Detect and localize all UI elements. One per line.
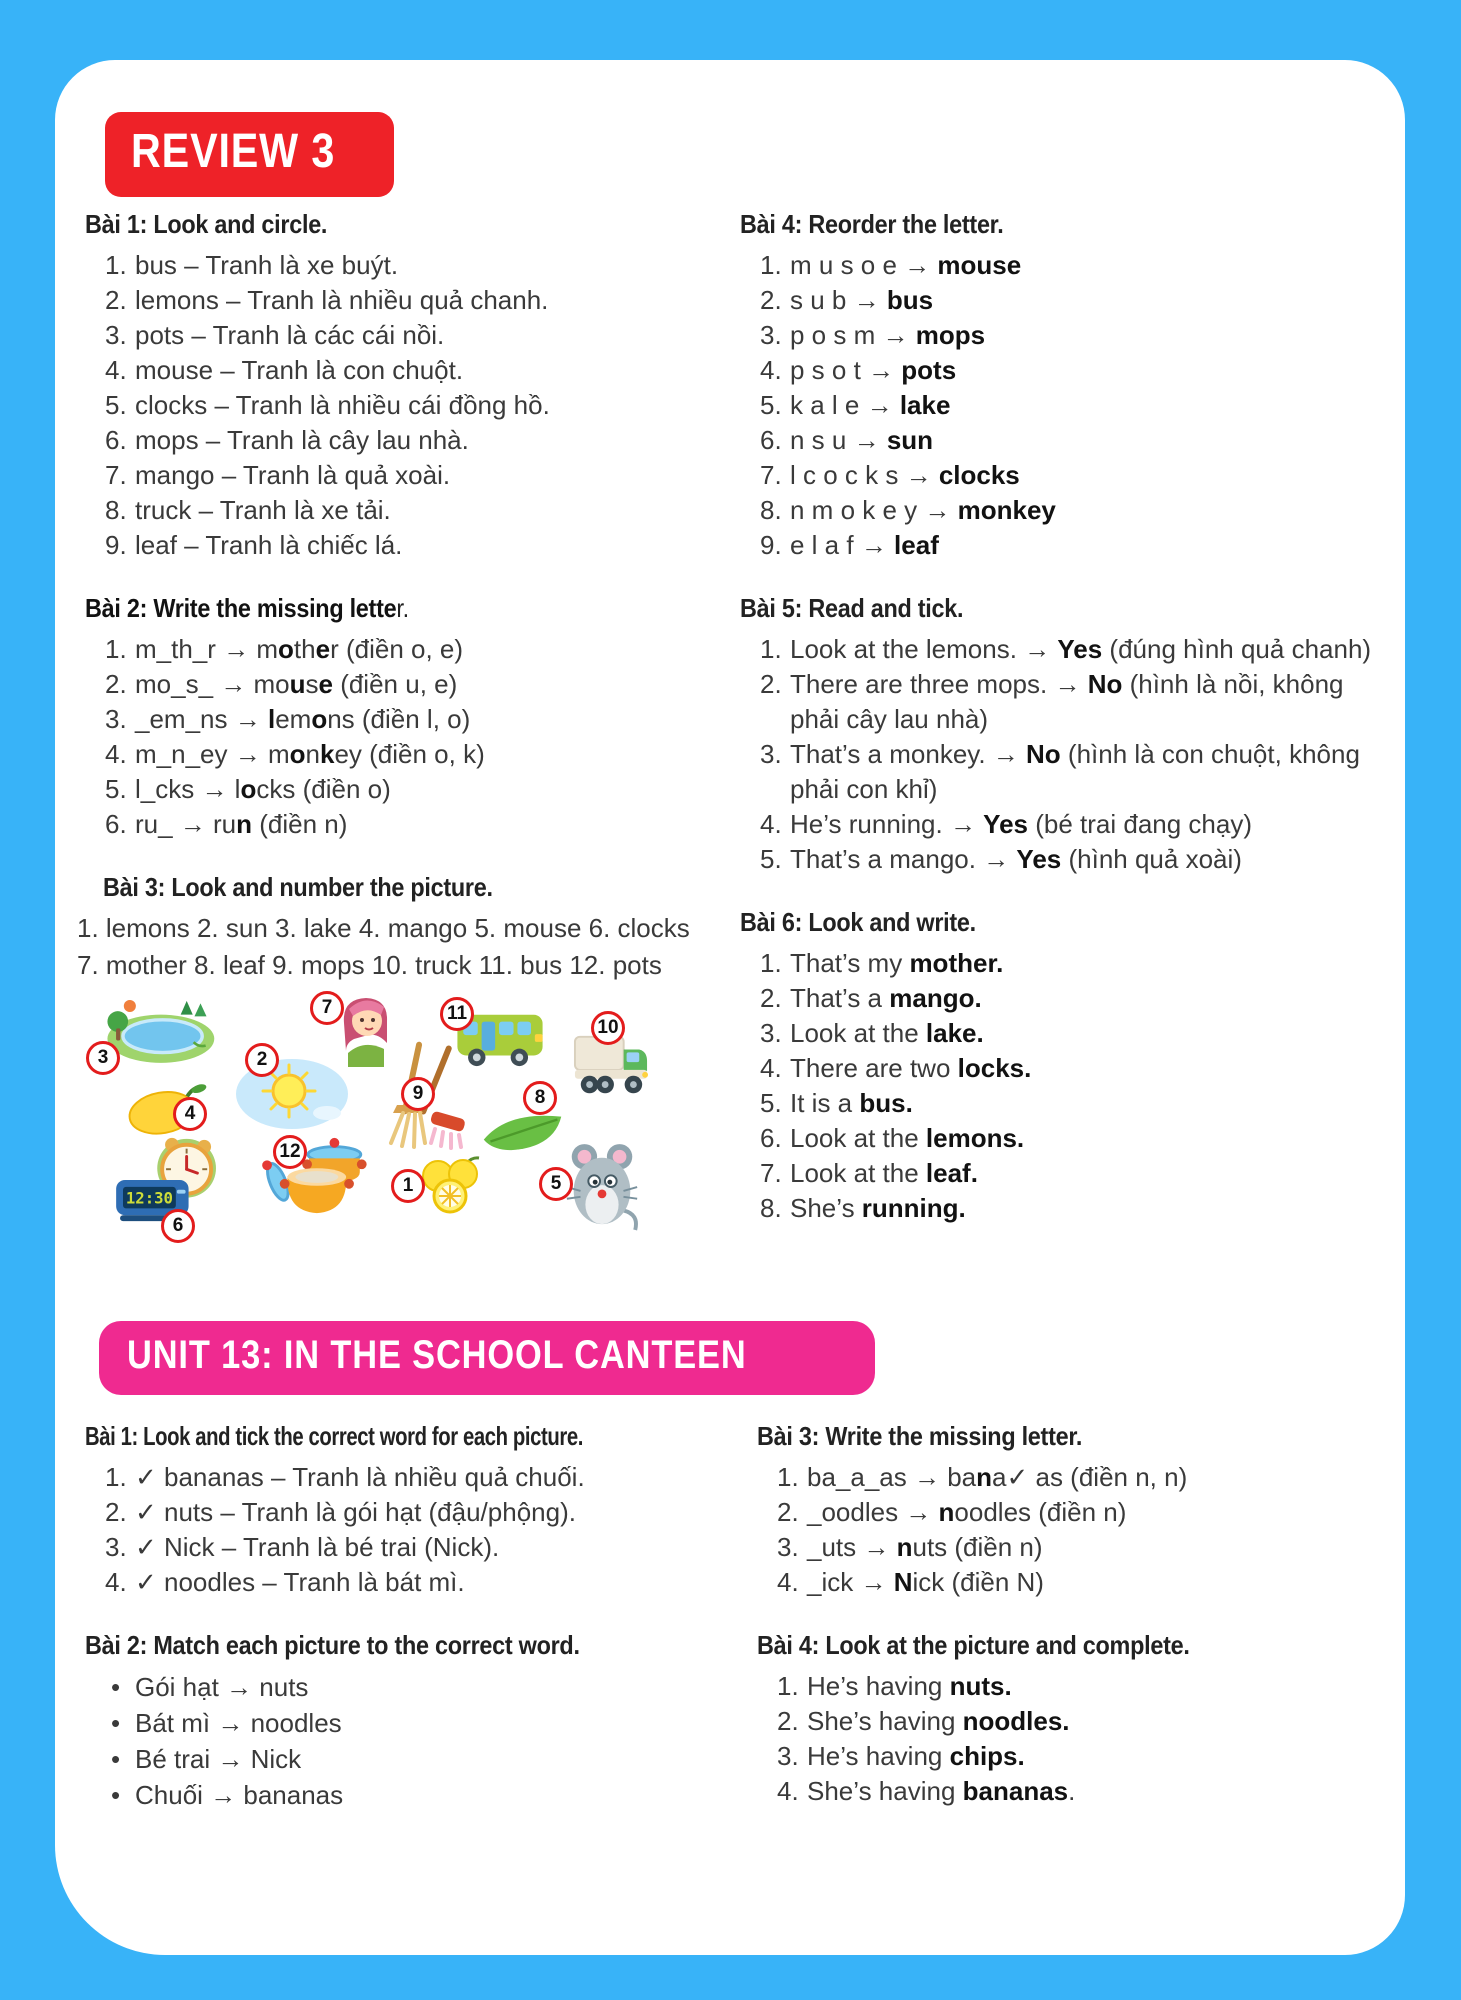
picture-lemons-icon xyxy=(402,1155,485,1217)
bai3-word-list-line2: 7. mother 8. leaf 9. mops 10. truck 11. bus 12. pots xyxy=(77,949,662,980)
list-item: k a l e → lake xyxy=(790,389,951,420)
list-item: m_th_r → mother (điền o, e) xyxy=(135,633,464,664)
list-item: m_n_ey → monkey (điền o, k) xyxy=(135,738,485,769)
svg-text:12:30: 12:30 xyxy=(125,1188,173,1208)
unit13-bai1-title: Bài 1: Look and tick the correct word for each picture. xyxy=(85,1420,584,1451)
unit13-bai2-title: Bài 2: Match each picture to the correct word. xyxy=(85,1629,580,1660)
list-item: s u b → bus xyxy=(790,284,934,315)
list-item: He’s having chips. xyxy=(807,1740,1025,1771)
picture-truck-icon xyxy=(573,1016,649,1101)
bai3-picture-collage xyxy=(79,993,669,1251)
unit-13-badge-label: UNIT 13: IN THE SCHOOL CANTEEN xyxy=(127,1332,747,1377)
unit13-bai1-section xyxy=(85,1421,740,1600)
unit13-bai2-section xyxy=(85,1630,740,1813)
unit13-bai4-list xyxy=(757,1669,1377,1809)
list-item: Look at the lemons. → Yes (đúng hình quả chanh) xyxy=(790,633,1372,664)
review-bai5-title: Bài 5: Read and tick. xyxy=(740,592,964,623)
picture-number-badge: 7 xyxy=(310,991,344,1025)
review-bai5-list xyxy=(740,632,1380,877)
picture-number-badge: 4 xyxy=(173,1097,207,1131)
list-item: n s u → sun xyxy=(790,424,934,455)
picture-pots-icon xyxy=(253,1135,368,1217)
unit13-left-column xyxy=(85,1409,740,1813)
review-right-column xyxy=(740,197,1380,1226)
review-3-badge xyxy=(105,112,394,197)
list-item: • Bé trai → Nick xyxy=(111,1741,740,1777)
list-item: l c o c k s → clocks xyxy=(790,459,1020,490)
review-bai3-title: Bài 3: Look and number the picture. xyxy=(103,871,493,902)
list-item: p o s m → mops xyxy=(790,319,986,350)
list-item: p s o t → pots xyxy=(790,354,957,385)
unit13-bai3-title: Bài 3: Write the missing letter. xyxy=(757,1420,1083,1451)
list-item: ru_ → run (điền n) xyxy=(135,808,348,839)
picture-clocks-icon xyxy=(115,1133,223,1236)
unit13-bai3-section xyxy=(757,1421,1377,1600)
list-item: Look at the lake. xyxy=(790,1017,984,1048)
list-item: e l a f → leaf xyxy=(790,529,939,560)
list-item: That’s a mango. xyxy=(790,982,982,1013)
review-bai6-title: Bài 6: Look and write. xyxy=(740,906,976,937)
picture-number-badge: 2 xyxy=(245,1043,279,1077)
list-item: ba_a_as → bana✓ as (điền n, n) xyxy=(807,1461,1188,1492)
unit13-columns xyxy=(85,1409,1375,1813)
review-bai4-title: Bài 4: Reorder the letter. xyxy=(740,208,1004,239)
list-item: _uts → nuts (điền n) xyxy=(807,1531,1043,1562)
review-bai5-section xyxy=(740,593,1380,877)
picture-number-badge: 6 xyxy=(161,1209,195,1243)
list-item: She’s having noodles. xyxy=(807,1705,1070,1736)
worksheet-card xyxy=(55,60,1405,1955)
unit13-bai4-section xyxy=(757,1630,1377,1809)
list-item: mango – Tranh là quả xoài. xyxy=(135,459,451,490)
list-item: clocks – Tranh là nhiều cái đồng hồ. xyxy=(135,389,550,420)
list-item: pots – Tranh là các cái nồi. xyxy=(135,319,445,350)
list-item: mops – Tranh là cây lau nhà. xyxy=(135,424,469,455)
unit13-bai1-list xyxy=(85,1460,740,1600)
list-item: bus – Tranh là xe buýt. xyxy=(135,249,399,280)
picture-number-badge: 10 xyxy=(591,1011,625,1045)
list-item: She’s running. xyxy=(790,1192,966,1223)
list-item: _ick → Nick (điền N) xyxy=(807,1566,1044,1597)
list-item: • Gói hạt → nuts xyxy=(111,1669,740,1705)
review-bai6-section xyxy=(740,907,1380,1226)
review-3-badge-label: REVIEW 3 xyxy=(131,125,336,178)
review-bai1-title: Bài 1: Look and circle. xyxy=(85,208,328,239)
picture-number-badge: 1 xyxy=(391,1169,425,1203)
list-item: n m o k e y → monkey xyxy=(790,494,1056,525)
picture-mops-icon xyxy=(369,1041,469,1155)
unit13-bai2-list xyxy=(85,1669,740,1813)
list-item: He’s having nuts. xyxy=(807,1670,1012,1701)
review-bai2-title: Bài 2: Write the missing letter. xyxy=(85,592,409,623)
list-item: • Bát mì → noodles xyxy=(111,1705,740,1741)
picture-number-badge: 3 xyxy=(86,1041,120,1075)
review-bai1-section xyxy=(85,209,725,563)
list-item: • Chuối → bananas xyxy=(111,1777,740,1813)
list-item: mo_s_ → mouse (điền u, e) xyxy=(135,668,458,699)
picture-mango-icon xyxy=(125,1079,207,1137)
list-item: _em_ns → lemons (điền l, o) xyxy=(135,703,471,734)
review-columns xyxy=(77,197,1375,1251)
list-item: He’s running. → Yes (bé trai đang chạy) xyxy=(790,808,1253,839)
review-bai3-section xyxy=(77,871,725,1251)
list-item: There are two locks. xyxy=(790,1052,1032,1083)
review-bai4-list xyxy=(740,248,1380,563)
list-item: m u s o e → mouse xyxy=(790,249,1022,280)
list-item: That’s a mango. → Yes (hình quả xoài) xyxy=(790,843,1242,874)
list-item: ✓ Nick – Tranh là bé trai (Nick). xyxy=(135,1531,500,1562)
review-bai2-list xyxy=(85,632,725,842)
review-bai2-section xyxy=(85,593,725,842)
review-bai1-list xyxy=(85,248,725,563)
list-item: ✓ bananas – Tranh là nhiều quả chuối. xyxy=(135,1461,585,1492)
unit13-bai3-list xyxy=(757,1460,1377,1600)
list-item: ✓ nuts – Tranh là gói hạt (đậu/phộng). xyxy=(135,1496,576,1527)
unit-13-badge xyxy=(99,1321,875,1395)
list-item: _oodles → noodles (điền n) xyxy=(807,1496,1127,1527)
picture-number-badge: 12 xyxy=(273,1135,307,1169)
review-bai6-list xyxy=(740,946,1380,1226)
picture-mouse-icon xyxy=(550,1139,643,1237)
review-bai4-section xyxy=(740,209,1380,563)
list-item: lemons – Tranh là nhiều quả chanh. xyxy=(135,284,549,315)
list-item: mouse – Tranh là con chuột. xyxy=(135,354,464,385)
picture-sun-icon xyxy=(235,1048,349,1131)
picture-number-badge: 8 xyxy=(523,1081,557,1115)
list-item: Look at the lemons. xyxy=(790,1122,1025,1153)
list-item: That’s my mother. xyxy=(790,947,1004,978)
picture-number-badge: 11 xyxy=(440,997,474,1031)
list-item: ✓ noodles – Tranh là bát mì. xyxy=(135,1566,465,1597)
review-left-column xyxy=(77,197,725,1251)
picture-lake-icon xyxy=(97,993,216,1069)
unit13-right-column xyxy=(757,1409,1377,1809)
picture-number-badge: 5 xyxy=(539,1167,573,1201)
list-item: That’s a monkey. → No (hình là con chuột, không phải con khỉ) xyxy=(790,738,1360,804)
list-item: There are three mops. → No (hình là nồi, không phải cây lau nhà) xyxy=(790,668,1344,734)
picture-number-badge: 9 xyxy=(401,1077,435,1111)
picture-leaf-icon xyxy=(479,1086,567,1153)
list-item: truck – Tranh là xe tải. xyxy=(135,494,391,525)
list-item: She’s having bananas. xyxy=(807,1775,1076,1806)
list-item: Look at the leaf. xyxy=(790,1157,978,1188)
list-item: It is a bus. xyxy=(790,1087,913,1118)
bai3-word-list-line1: 1. lemons 2. sun 3. lake 4. mango 5. mouse 6. clocks xyxy=(77,912,690,943)
list-item: leaf – Tranh là chiếc lá. xyxy=(135,529,403,560)
unit13-bai4-title: Bài 4: Look at the picture and complete. xyxy=(757,1629,1190,1660)
list-item: l_cks → locks (điền o) xyxy=(135,773,391,804)
